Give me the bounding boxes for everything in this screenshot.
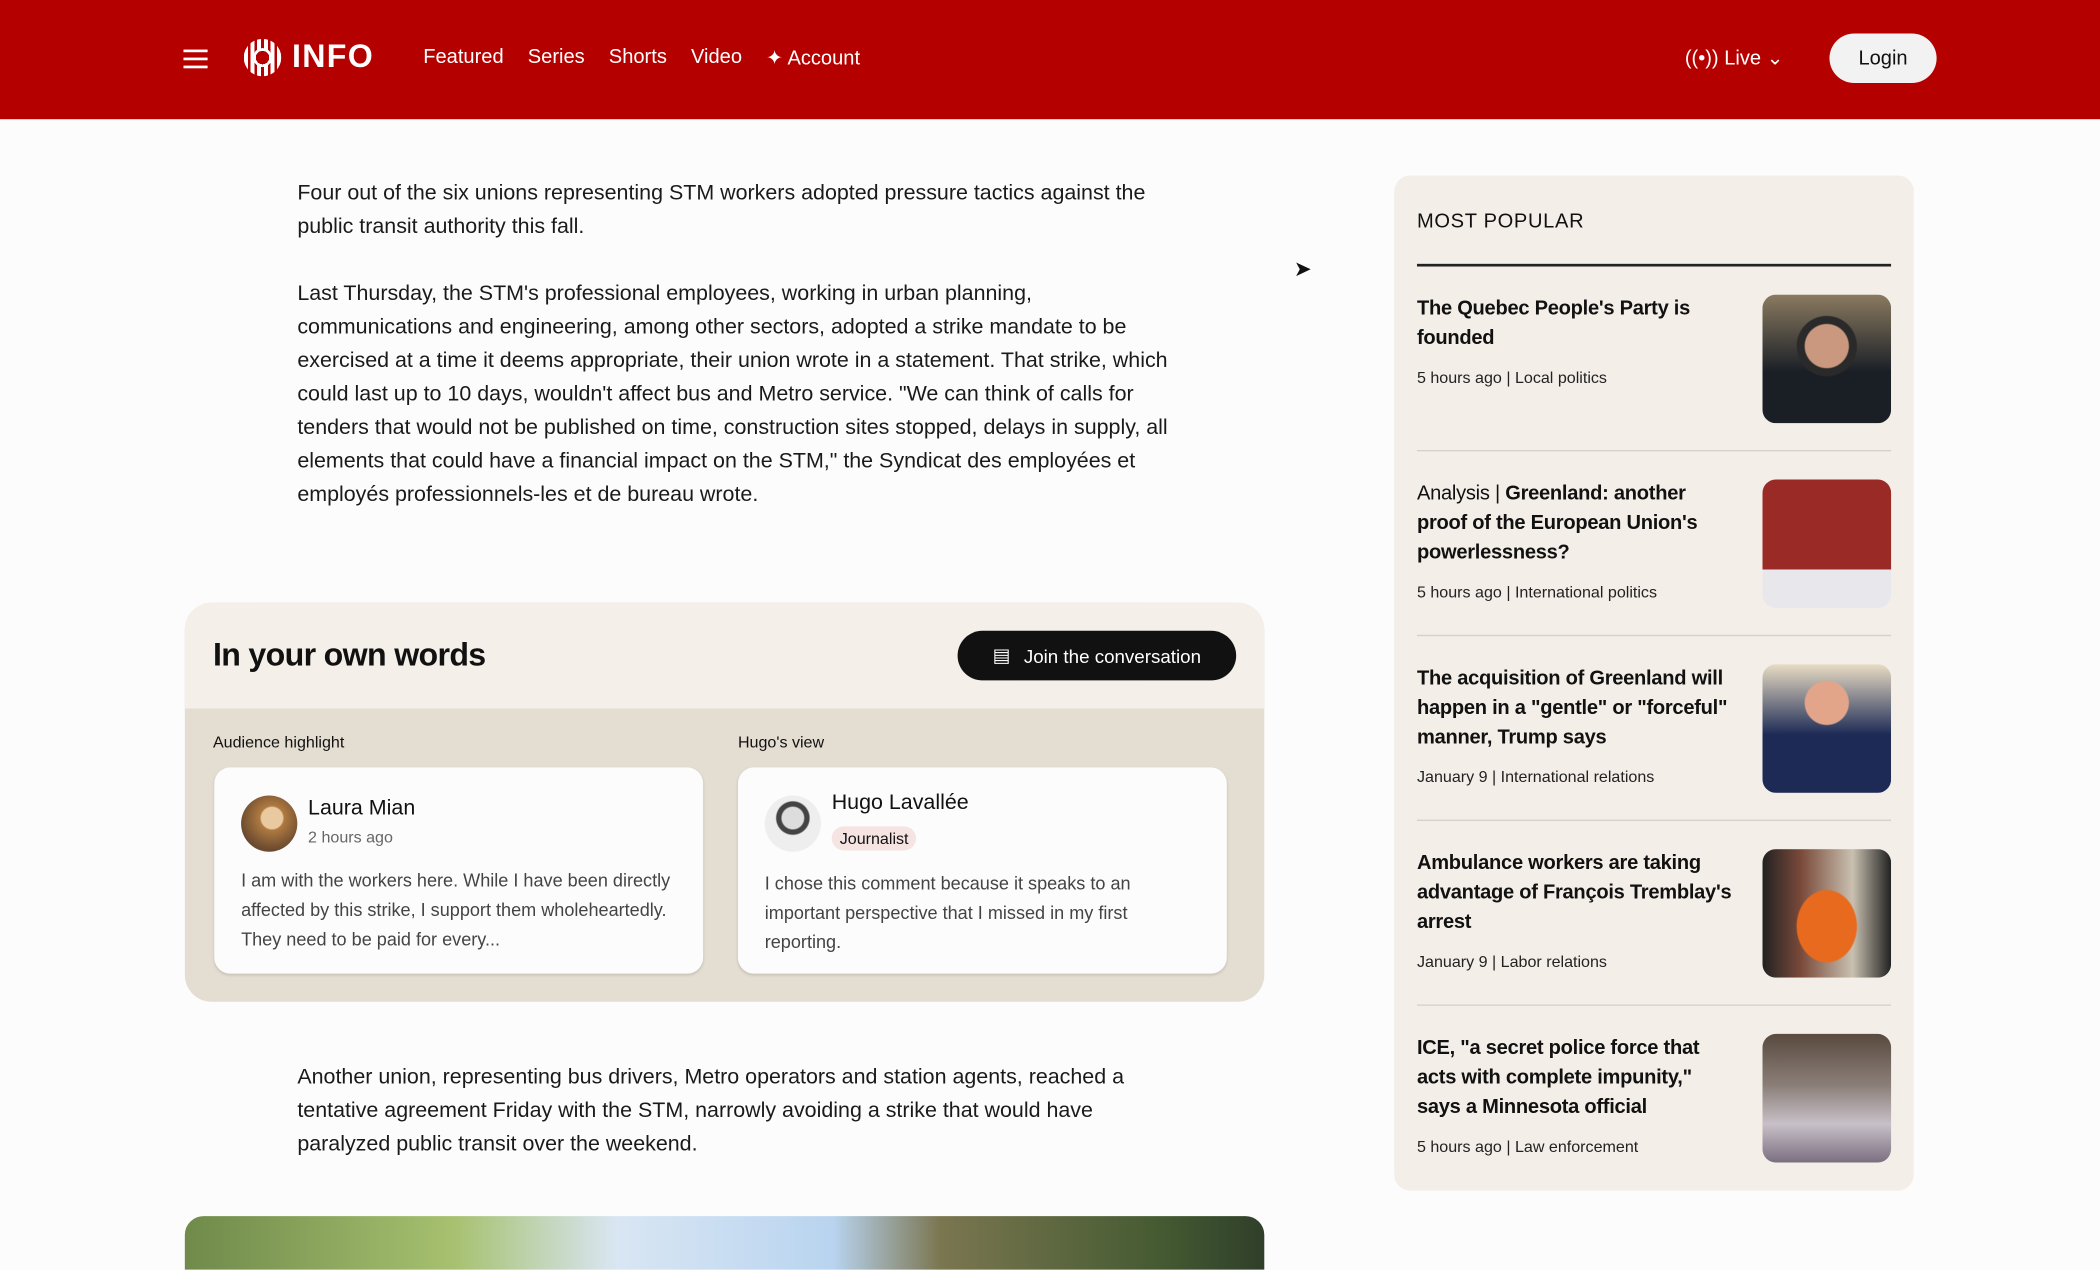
nav-account[interactable] [766, 46, 860, 70]
popular-item[interactable] [1417, 1034, 1891, 1219]
popular-item-meta: 5 hours ago | Local politics [1416, 368, 1607, 388]
item-headline: Ambulance workers are taking advantage of François Tremblay's arrest [1416, 851, 1732, 934]
join-label: Join the conversation [1023, 644, 1202, 667]
popular-item-title [1417, 849, 1738, 937]
sparkle-icon: ✦ [766, 46, 788, 70]
nav-featured[interactable]: Featured [423, 45, 504, 69]
article-paragraph: Last Thursday, the STM's professional employees, working in urban planning, communications and engineering, among other sectors, adopted a strike mandate to be exercised at a time it deems appropriate, their union wrote in a statement. That strike, which could last up to 10 days, wouldn't affect bus and Metro service. "We can think of calls for tenders that would not be published on time, construction sites stopped, delays in supply, all elements that could have a financial impact on the STM," the Syndicat des employées et employés professionnels-les et de bureau wrote. [297, 282, 1168, 507]
item-headline: ICE, "a secret police force that acts with complete impunity," says a Minnesota official [1416, 1036, 1700, 1119]
commenter-name: Laura Mian [308, 796, 416, 820]
divider [1417, 264, 1891, 267]
popular-item[interactable] [1417, 664, 1891, 849]
popular-item-title [1417, 479, 1738, 567]
journalist-text: I chose this comment because it speaks to an important perspective that I missed in my first reporting. [764, 873, 1131, 953]
mouse-cursor-icon: ➤ [1293, 258, 1312, 282]
nav-series[interactable]: Series [527, 45, 585, 69]
live-dropdown[interactable] [1685, 46, 1784, 70]
chevron-down-icon: ⌄ [1761, 46, 1784, 70]
divider [1417, 450, 1891, 451]
popular-item-thumbnail [1763, 479, 1892, 608]
divider [1417, 1004, 1891, 1005]
most-popular-title: MOST POPULAR [1416, 210, 1585, 234]
main-nav [423, 46, 860, 70]
most-popular-sidebar [1394, 175, 1914, 1190]
popular-item-thumbnail [1763, 1034, 1892, 1163]
divider [1417, 820, 1891, 821]
popular-item-meta: 5 hours ago | Law enforcement [1416, 1137, 1639, 1156]
divider [1417, 635, 1891, 636]
popular-item-meta: January 9 | International relations [1416, 767, 1655, 787]
article-photo [185, 1216, 1264, 1270]
audience-comment-card[interactable] [214, 767, 703, 973]
join-conversation-button[interactable] [958, 631, 1237, 681]
popular-item[interactable] [1417, 479, 1891, 664]
login-button[interactable]: Login [1829, 33, 1936, 83]
popular-item-title [1417, 664, 1738, 752]
popular-item-meta: January 9 | Labor relations [1416, 952, 1607, 971]
article-paragraph: Four out of the six unions representing STM workers adopted pressure tactics against the public transit authority this fall. [297, 182, 1146, 239]
broadcast-icon: ((•)) [1684, 46, 1725, 70]
avatar [241, 796, 297, 852]
item-headline: The Quebec People's Party is founded [1416, 297, 1691, 350]
in-your-own-words-widget [185, 603, 1264, 1002]
journalist-name: Hugo Lavallée [831, 791, 969, 815]
journalist-badge: Journalist [832, 826, 917, 850]
popular-item-thumbnail [1763, 295, 1892, 424]
avatar [765, 796, 821, 852]
comment-icon: ▤ [992, 644, 1011, 666]
live-label: Live [1724, 46, 1762, 70]
nav-account-label: Account [787, 46, 861, 70]
item-headline: Greenland: another proof of the European Union's powerlessness? [1416, 482, 1698, 564]
journalist-comment-card[interactable] [738, 767, 1227, 973]
audience-highlight-label: Audience highlight [212, 732, 345, 752]
comment-time: 2 hours ago [308, 827, 393, 847]
widget-title: In your own words [212, 637, 486, 674]
popular-item-title [1417, 295, 1738, 354]
article-paragraph: Another union, representing bus drivers, Metro operators and station agents, reached a tentative agreement Friday with the STM, narrowly avoiding a strike that would have paralyzed public transit over the weekend. [297, 1066, 1125, 1156]
hamburger-menu-icon[interactable] [183, 50, 207, 69]
popular-item-meta: 5 hours ago | International politics [1416, 582, 1658, 602]
popular-item[interactable] [1417, 295, 1891, 480]
journalist-view-label: Hugo's view [737, 732, 825, 752]
site-header [0, 0, 2100, 119]
cbc-gem-logo-icon[interactable] [244, 39, 282, 77]
popular-item-thumbnail [1763, 664, 1892, 793]
popular-item-title [1417, 1034, 1738, 1122]
popular-item-thumbnail [1763, 849, 1892, 978]
popular-item[interactable] [1417, 849, 1891, 1034]
brand-name[interactable]: INFO [291, 38, 375, 76]
item-headline: The acquisition of Greenland will happen in a "gentle" or "forceful" manner, Trump says [1416, 666, 1728, 749]
nav-shorts[interactable]: Shorts [608, 45, 667, 69]
item-prefix: Analysis | [1416, 482, 1506, 505]
comment-text: I am with the workers here. While I have been directly affected by this strike, I support them wholeheartedly. They need to be paid for every... [241, 870, 671, 950]
nav-video[interactable]: Video [690, 45, 743, 69]
article-body [297, 177, 1168, 512]
